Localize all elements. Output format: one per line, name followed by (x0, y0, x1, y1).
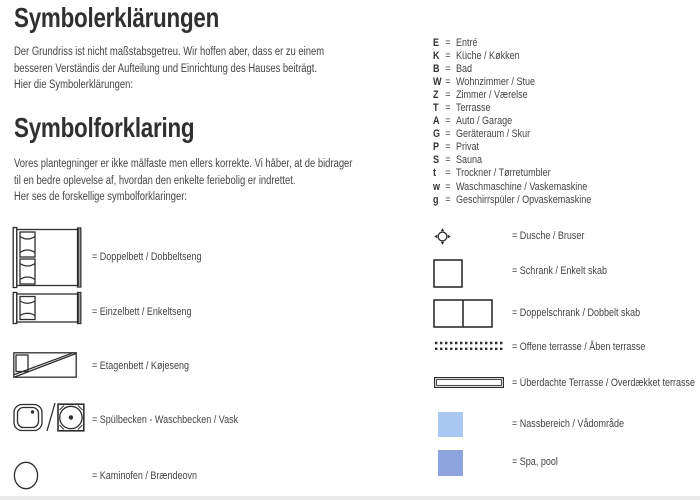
single-bed-icon (12, 291, 84, 325)
danish-intro-line-3: Her ses de forskellige symbolforklaringer: (14, 191, 187, 203)
abbreviation-row-room (433, 88, 591, 101)
danish-section-title: Symbolforklaring (14, 112, 195, 143)
washbasin-icon (57, 403, 85, 432)
wet-area-swatch (438, 412, 463, 437)
abbreviation-key: S (433, 154, 440, 167)
double-cabinet-label: = Doppelschrank / Dobbelt skab (512, 307, 641, 319)
abbreviation-row-terrace (433, 101, 591, 114)
wet-area-label: = Nassbereich / Vådområde (512, 418, 625, 430)
abbreviation-label: Sauna (455, 154, 483, 167)
equals-sign: = (445, 36, 451, 49)
abbreviation-row-bath (433, 62, 591, 75)
abbreviation-row-toolshed (433, 128, 591, 141)
slash-separator-icon (46, 402, 56, 432)
covered-terrace-label: = Überdachte Terrasse / Overdækket terrasse (512, 377, 696, 389)
danish-intro-line-2: til en bedre oplevelse af, hvordan den enkelte feriebolig er indrettet. (14, 174, 296, 187)
german-section-title: Symbolerklärungen (14, 2, 220, 33)
german-intro-line-2: besseren Verständis der Aufteilung und Einrichtung des Hauses beiträgt. (14, 62, 318, 75)
abbreviation-label: Entré (455, 36, 478, 49)
equals-sign: = (445, 193, 451, 206)
abbreviation-key: B (433, 62, 440, 75)
abbreviation-key: w (433, 180, 441, 193)
abbreviation-row-dryer (433, 167, 591, 180)
bunk-bed-label: = Etagenbett / Køjeseng (92, 360, 190, 372)
equals-sign: = (445, 102, 451, 115)
wood-stove-icon (13, 461, 39, 490)
abbreviation-key: E (433, 36, 440, 49)
abbreviation-key: Z (433, 88, 439, 101)
open-terrace-icon (435, 341, 503, 351)
single-bed-label: = Einzelbett / Enkeltseng (92, 306, 192, 318)
open-terrace-label: = Offene terrasse / Åben terrasse (512, 341, 646, 353)
page-bottom-edge (0, 496, 700, 500)
abbreviation-key: g (433, 193, 439, 206)
abbreviation-label: Bad (455, 62, 473, 75)
equals-sign: = (445, 115, 451, 128)
danish-intro-paragraph (14, 156, 352, 206)
german-intro-paragraph (14, 44, 324, 94)
abbreviation-label: Trockner / Tørretumbler (455, 167, 551, 180)
abbreviation-label: Geschirrspüler / Opvaskemaskine (455, 193, 592, 206)
bunk-bed-icon (13, 352, 77, 378)
abbreviation-label: Zimmer / Værelse (455, 88, 528, 101)
cabinet-label: = Schrank / Enkelt skab (512, 265, 608, 277)
shower-label: = Dusche / Bruser (512, 230, 585, 242)
abbreviation-label: Küche / Køkken (455, 49, 520, 62)
double-cabinet-icon (433, 299, 493, 328)
abbreviation-list (433, 36, 626, 206)
equals-sign: = (445, 128, 451, 141)
wood-stove-label: = Kaminofen / Brændeovn (92, 470, 198, 482)
abbreviation-row-sauna (433, 154, 591, 167)
abbreviation-row-dishwasher (433, 193, 591, 206)
abbreviation-row-private (433, 141, 591, 154)
equals-sign: = (445, 49, 451, 62)
equals-sign: = (445, 154, 451, 167)
abbreviation-row-kitchen (433, 49, 591, 62)
spa-pool-swatch (438, 450, 463, 476)
abbreviation-label: Privat (455, 141, 480, 154)
abbreviation-label: Terrasse (455, 102, 491, 115)
equals-sign: = (445, 167, 451, 180)
spa-pool-label: = Spa, pool (512, 456, 558, 468)
abbreviation-row-livingroom (433, 75, 591, 88)
abbreviation-label: Wohnzimmer / Stue (455, 75, 536, 88)
german-intro-line-3: Hier die Symbolerklärungen: (14, 79, 133, 91)
abbreviation-label: Waschmaschine / Vaskemaskine (455, 180, 588, 193)
abbreviation-key: t (433, 167, 437, 180)
abbreviation-key: W (433, 75, 442, 88)
danish-intro-line-1: Vores plantegninger er ikke målfaste men ellers korrekte. Vi håber, at de bidrager (14, 158, 353, 170)
abbreviation-label: Geräteraum / Skur (455, 128, 531, 141)
equals-sign: = (445, 75, 451, 88)
covered-terrace-icon (434, 377, 504, 388)
sink-icon (13, 402, 44, 433)
abbreviation-key: P (433, 141, 440, 154)
abbreviation-label: Auto / Garage (455, 115, 513, 128)
abbreviation-row-washingmachine (433, 180, 591, 193)
double-bed-label: = Doppelbett / Dobbeltseng (92, 251, 202, 263)
shower-icon (434, 228, 451, 245)
equals-sign: = (445, 88, 451, 101)
equals-sign: = (445, 180, 451, 193)
equals-sign: = (445, 62, 451, 75)
equals-sign: = (445, 141, 451, 154)
abbreviation-row-entre (433, 36, 591, 49)
abbreviation-key: A (433, 115, 440, 128)
abbreviation-key: K (433, 49, 440, 62)
abbreviation-key: G (433, 128, 441, 141)
double-bed-icon (12, 226, 84, 289)
cabinet-icon (433, 259, 463, 288)
sink-washbasin-label: = Spülbecken - Waschbecken / Vask (92, 414, 239, 426)
abbreviation-key: T (433, 102, 439, 115)
abbreviation-row-garage (433, 115, 591, 128)
german-intro-line-1: Der Grundriss ist nicht maßstabsgetreu. Wir hoffen aber, dass er zu einem (14, 46, 325, 58)
